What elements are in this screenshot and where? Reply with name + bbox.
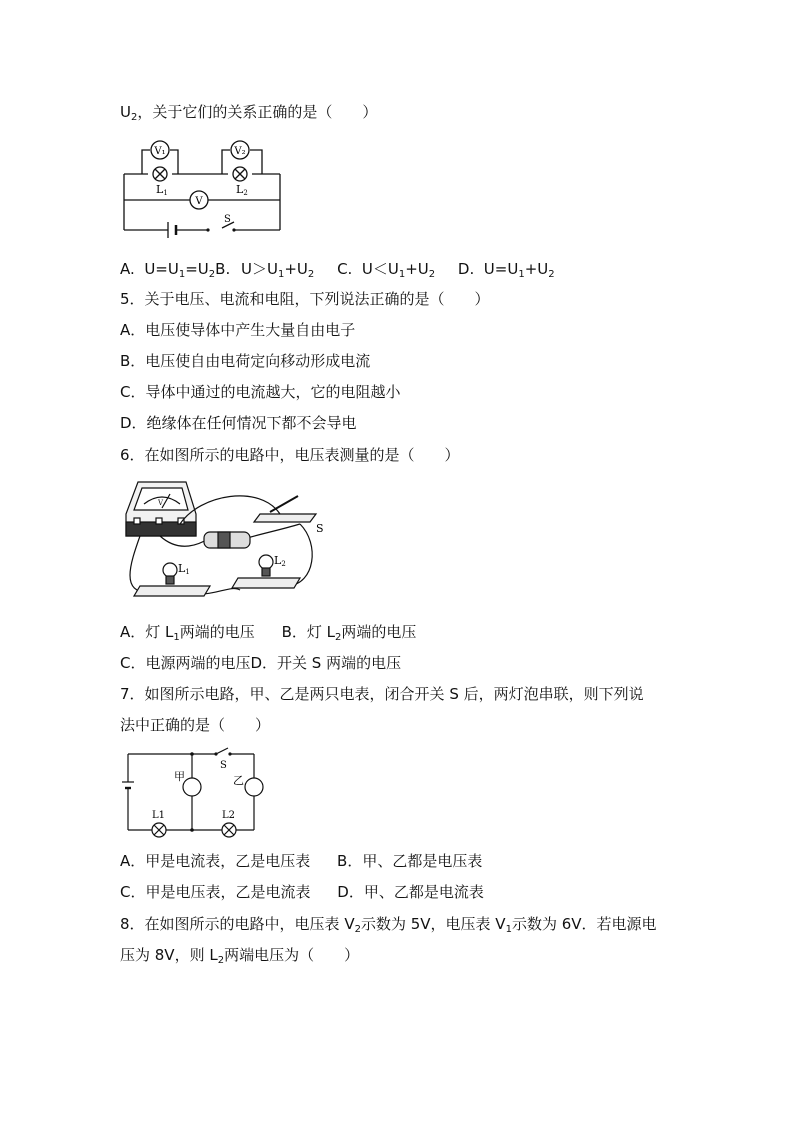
v2-label: V₂ [234,146,246,157]
q7-options-row1 [120,851,482,871]
q7-lamp-l1-label: L1 [152,810,166,821]
q6-stem: 6．在如图所示的电路中，电压表测量的是（ ） [120,446,460,464]
switch-label: S [224,214,231,225]
meter-jia-label: 甲 [174,770,185,783]
q6-options-row1 [120,622,416,642]
l2-label: L2 [236,183,248,197]
svg-text:V: V [158,499,164,507]
q6-apparatus-illustration [120,474,330,610]
q4-option-d: D. $U=U_1+U_2$ [457,260,555,280]
q5-option-a: A．电压使导体中产生大量自由电子 [120,321,356,339]
q8-stem-line2: 压为 8V，则 $L_2$两端电压为（ ） [120,946,360,966]
q5-option-b: B．电压使自由电荷定向移动形成电流 [120,352,371,370]
v-label: V [195,196,203,207]
q7-option-d: D．甲、乙都是电流表 [337,883,484,901]
q7-stem-line1: 7．如图所示电路，甲、乙是两只电表，闭合开关 S 后，两灯泡串联，则下列说 [120,685,644,703]
q4-stem-continuation: $U_2$，关于它们的关系正确的是（ ） [120,103,378,123]
q5-option-d: D．绝缘体在任何情况下都不会导电 [120,414,357,432]
bulb-l2-label: L2 [274,554,286,568]
q7-circuit-diagram [120,746,270,838]
q6-option-d: D．开关 S 两端的电压 [250,654,402,672]
q5-stem: 5．关于电压、电流和电阻，下列说法正确的是（ ） [120,290,490,308]
q7-lamp-l2-label: L2 [222,810,236,821]
q7-option-a: A．甲是电流表，乙是电压表 [120,852,311,870]
q6-option-c: C．电源两端的电压 [120,654,251,672]
q7-option-c: C．甲是电压表，乙是电流表 [120,883,311,901]
q6-option-b: B．灯 $L_2$两端的电压 [281,623,417,643]
meter-yi-label: 乙 [233,774,244,787]
q6-option-a: A．灯 $L_1$两端的电压 [120,623,255,643]
q5-option-c: C．导体中通过的电流越大，它的电阻越小 [120,383,401,401]
q7-switch-label: S [220,760,227,771]
q4-circuit-diagram [120,138,290,240]
v1-label: V₁ [154,146,166,157]
l1-label: L1 [156,183,168,197]
q8-stem-line1: 8．在如图所示的电路中，电压表 $V_2$示数为 5V，电压表 $V_1$示数为 6V．若电源电 [120,915,657,935]
q4-option-c: C. $U<U_1+U_2$ [337,260,436,280]
switch-s-label: S [316,522,324,535]
q4-option-a: A. $U=U_1=U_2B$. [120,260,231,280]
q4-option-b: $U>U_1+U_2$ [241,260,315,280]
q4-options [120,259,555,279]
q6-options-row2 [120,653,401,673]
bulb-l1-label: L1 [178,562,190,576]
q7-stem-line2: 法中正确的是（ ） [120,716,271,734]
q7-options-row2 [120,882,484,902]
q7-option-b: B．甲、乙都是电压表 [337,852,483,870]
